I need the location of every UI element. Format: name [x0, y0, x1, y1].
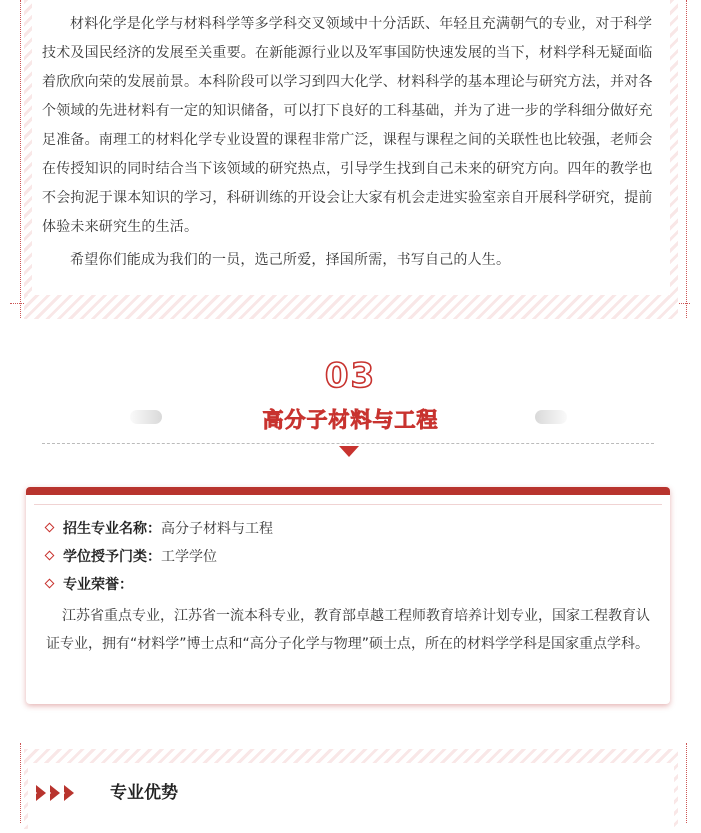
chevron-right-icon — [64, 785, 74, 801]
chevron-right-icon — [36, 785, 46, 801]
info-value: 工学学位 — [161, 549, 217, 565]
intro-paragraph: 希望你们能成为我们的一员，选己所爱，择国所需，书写自己的人生。 — [70, 252, 511, 268]
section-title: 高分子材料与工程 — [262, 408, 439, 432]
frame-border-right — [686, 0, 687, 318]
diamond-bullet-icon — [45, 523, 55, 533]
section-number: 03 — [324, 356, 377, 396]
diamond-bullet-icon — [45, 551, 55, 561]
section-divider — [42, 443, 654, 444]
frame-border-left — [20, 743, 21, 823]
major-info-card — [26, 487, 670, 704]
card-divider — [34, 504, 662, 505]
info-label: 招生专业名称： — [63, 521, 161, 537]
intro-paragraph: 材料化学是化学与材料科学等多学科交叉领域中十分活跃、年轻且充满朝气的专业，对于科学技术及国民经济的发展至关重要。在新能源行业以及军事国防快速发展的当下，材料学科无疑面临着欣欣向荣的发展前景。本科阶段可以学习到四大化学、材料科学的基本理论与研究方法，并对各个领域的先进材料有一定的知识储备，可以打下良好的工科基础，并为了进一步的学科细分做好充足准备。南理工的材料化学专业设置的课程非常广泛，课程与课程之间的关联性也比较强，老师会在传授知识的同时结合当下该领域的研究热点，引导学生找到自己未来的研究方向。四年的教学也不会拘泥于课本知识的学习，科研训练的开设会让大家有机会走进实验室亲自开展科学研究，提前体验未来研究生的生活。 — [42, 16, 653, 235]
info-row-degree — [46, 546, 217, 568]
info-row-major — [46, 518, 273, 540]
stripe-decoration — [670, 0, 678, 300]
stripe-decoration — [24, 0, 32, 300]
frame-border-right — [686, 743, 687, 823]
chevron-right-icon — [50, 785, 60, 801]
diamond-bullet-icon — [45, 579, 55, 589]
info-label: 学位授予门类： — [63, 549, 161, 565]
info-row-honor — [46, 574, 133, 596]
stripe-decoration — [24, 295, 678, 319]
intro-card — [32, 0, 670, 295]
info-label: 专业荣誉： — [63, 577, 133, 593]
advantage-title: 专业优势 — [110, 783, 178, 803]
card-top-bar — [26, 487, 670, 495]
frame-border-left — [20, 0, 21, 318]
info-value: 高分子材料与工程 — [161, 521, 273, 537]
triangle-down-icon — [339, 446, 359, 457]
honor-text: 江苏省重点专业，江苏省一流本科专业，教育部卓越工程师教育培养计划专业，国家工程教育认证专业，拥有“材料学”博士点和“高分子化学与物理”硕士点，所在的材料学学科是国家重点学科。 — [46, 608, 650, 652]
